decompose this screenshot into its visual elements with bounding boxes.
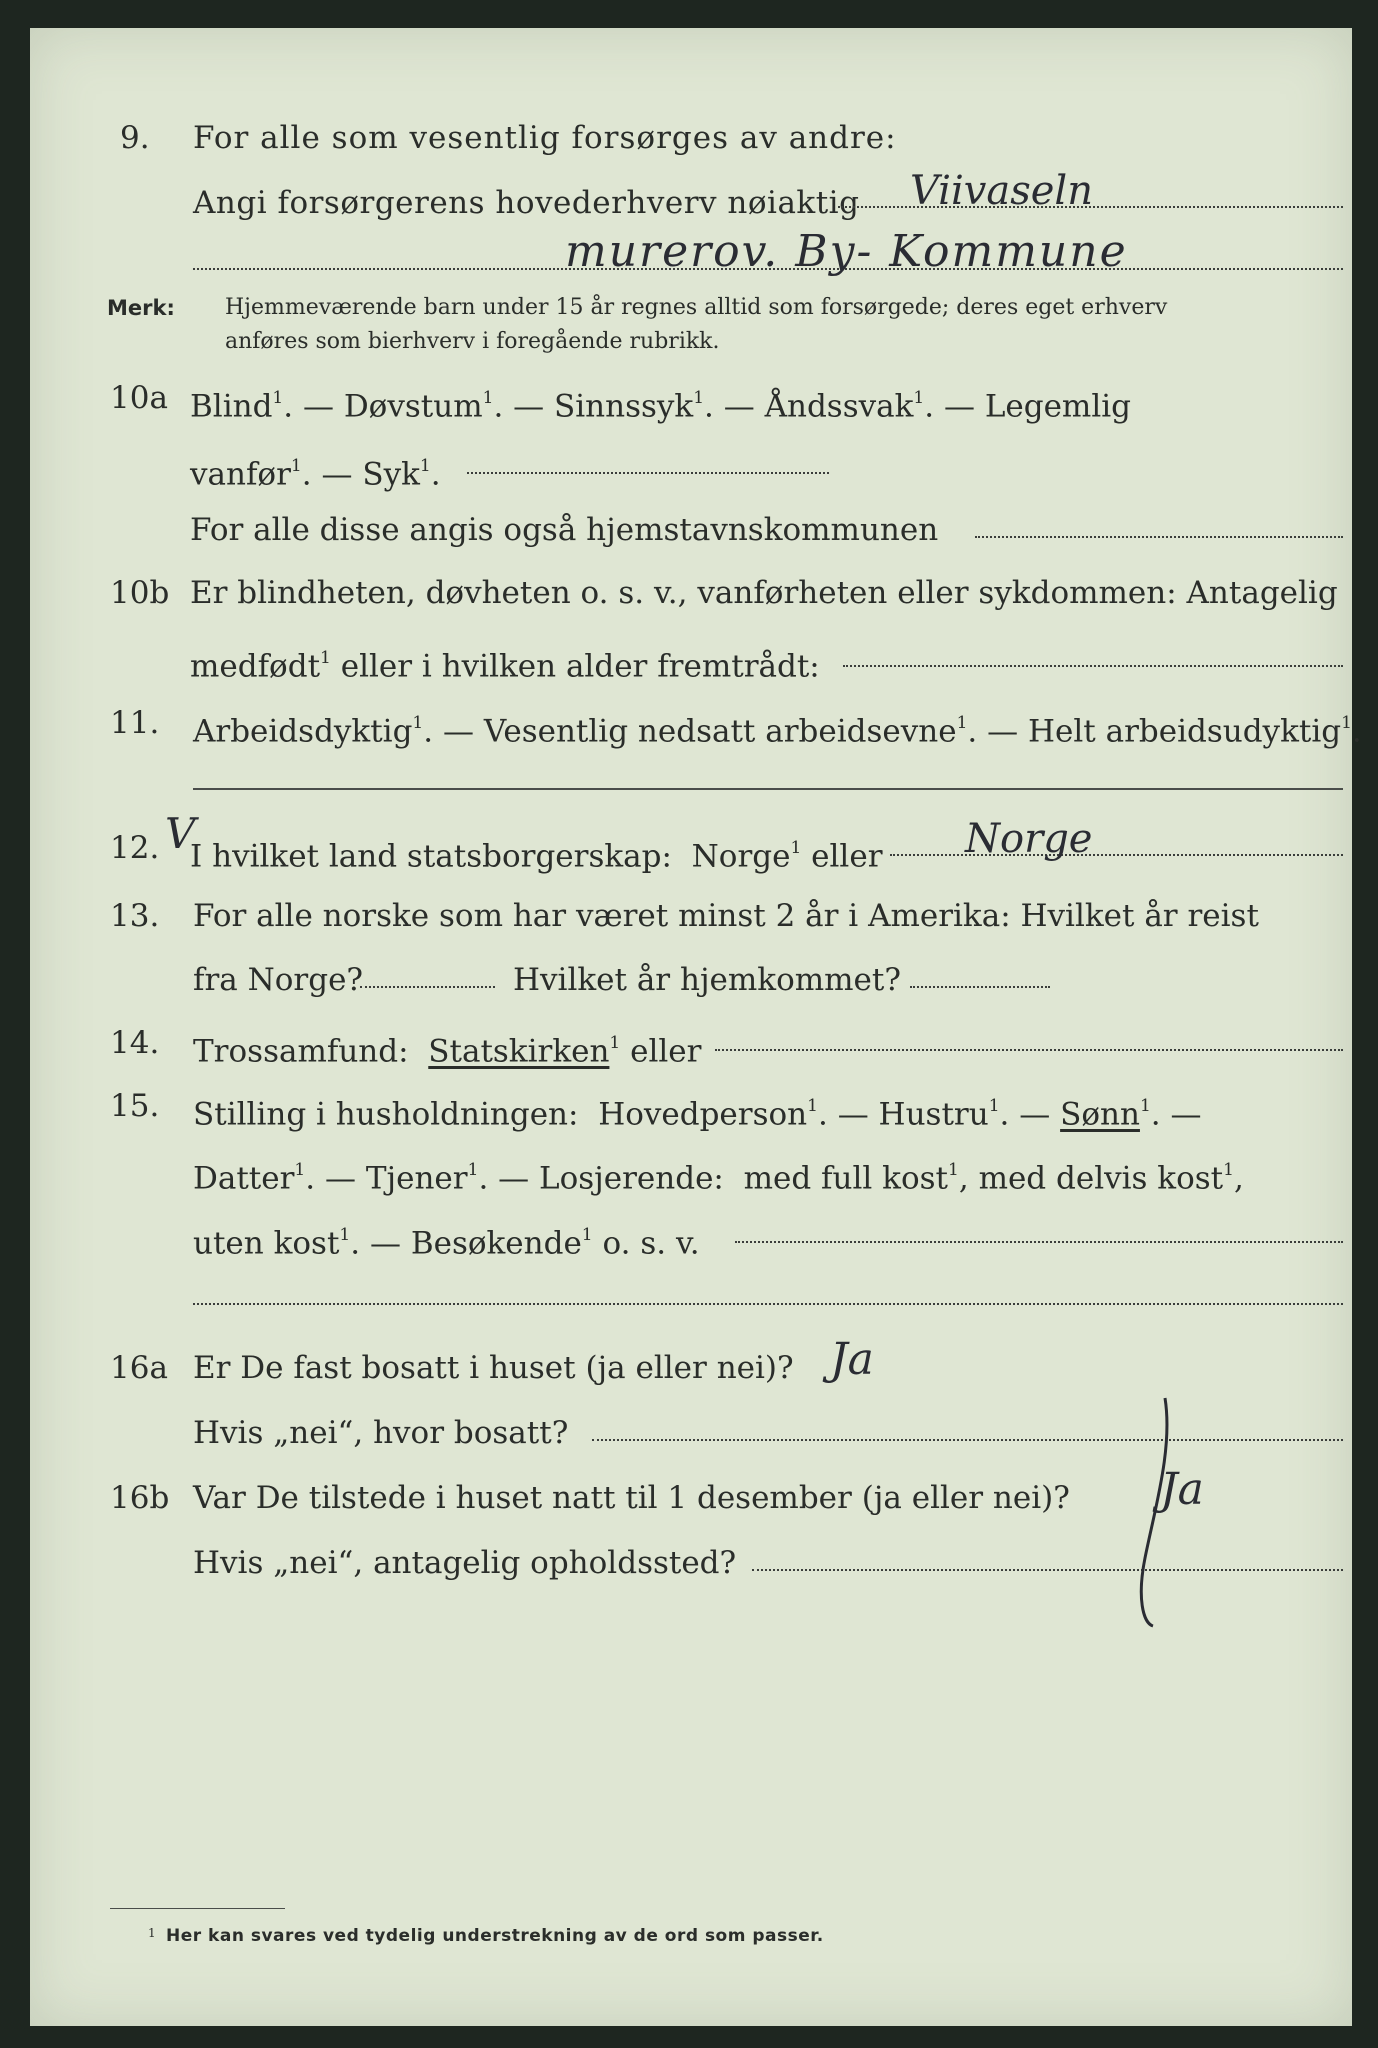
q16b-text1: Var De tilstede i huset natt til 1 desember (ja eller nei)? — [193, 1480, 1070, 1516]
option-blind: Blind — [190, 388, 273, 425]
q10a-options1: Blind$^1$. — Døvstum$^1$. — Sinnssyk$^1$. — Åndssvak$^1$. — Legemlig — [190, 388, 1132, 425]
option-uten-kost: uten kost — [193, 1225, 340, 1262]
q15-number: 15. — [110, 1088, 160, 1124]
merk-label: Merk: — [107, 296, 175, 320]
q13-answer-line1 — [360, 986, 495, 988]
merk-text1: Hjemmeværende barn under 15 år regnes alltid som forsørgede; deres eget erhverv — [225, 295, 1168, 320]
q9-handwritten-1: Viivaseln — [910, 168, 1093, 214]
footnote-text: Her kan svares ved tydelig understrekning av de ord som passer. — [166, 1926, 824, 1946]
option-syk: Syk — [362, 456, 420, 493]
q15-text2: Datter$^1$. — Tjener$^1$. — Losjerende: med full kost$^1$, med delvis kost$^1$, — [193, 1160, 1244, 1197]
option-sinnssyk: Sinnssyk — [554, 388, 694, 425]
q16a-handwritten: Ja — [830, 1334, 874, 1385]
handwritten-bracket-stroke — [1125, 1388, 1185, 1638]
merk-text2: anføres som bierhverv i foregående rubrikk. — [225, 329, 720, 354]
q9-text1: For alle som vesentlig forsørges av andre: — [193, 120, 897, 156]
q13-fra-norge: fra Norge? — [193, 962, 364, 998]
q14-number: 14. — [110, 1025, 160, 1061]
q12-handwritten: Norge — [965, 816, 1093, 862]
q16a-number: 16a — [110, 1350, 168, 1386]
q13-text1: For alle norske som har været minst 2 år i Amerika: Hvilket år reist — [193, 898, 1259, 934]
q9-text2: Angi forsørgerens hovederhverv nøiaktig — [193, 185, 860, 221]
q12-text: I hvilket land statsborgerskap: Norge$^1$ eller — [190, 838, 883, 875]
option-udyktig: Helt arbeidsudyktig — [1027, 713, 1342, 750]
q13-answer-line2 — [910, 986, 1050, 988]
q10b-text2: medfødt$^1$ eller i hvilken alder fremtrådt: — [190, 648, 820, 685]
footnote-rule — [110, 1908, 285, 1909]
q15-answer-line2 — [193, 1303, 1343, 1305]
option-besokende: Besøkende — [410, 1225, 582, 1262]
option-vanfor: vanfør — [190, 456, 291, 493]
option-legemlig: Legemlig — [984, 388, 1132, 425]
q13-hjemkommet: Hvilket år hjemkommet? — [513, 962, 901, 998]
option-full-kost: med full kost — [743, 1160, 948, 1197]
option-tjener: Tjener — [365, 1160, 468, 1197]
q14-text: Trossamfund: Statskirken$^1$ eller — [193, 1033, 702, 1070]
q12-answer-line — [890, 854, 1343, 856]
q9-handwritten-2: murerov. By- Kommune — [565, 226, 1128, 277]
q15-answer-line1 — [735, 1241, 1343, 1243]
q15-text1: Stilling i husholdningen: Hovedperson$^1$. — Hustru$^1$. — Sønn$^1$. — — [193, 1096, 1202, 1133]
q10a-text3: For alle disse angis også hjemstavnskommunen — [190, 512, 939, 548]
q10b-text1: Er blindheten, døvheten o. s. v., vanførheten eller sykdommen: Antagelig — [190, 575, 1338, 611]
q10a-answer-line2 — [975, 536, 1343, 538]
option-datter: Datter — [193, 1160, 295, 1197]
option-hovedperson: Hovedperson — [598, 1096, 808, 1133]
footnote-marker: 1 — [148, 1926, 156, 1940]
option-sonn: Sønn — [1060, 1096, 1140, 1133]
q13-number: 13. — [110, 898, 160, 934]
option-andssvak: Åndssvak — [764, 388, 914, 425]
option-hustru: Hustru — [878, 1096, 989, 1133]
q16a-answer-line — [592, 1439, 1343, 1441]
option-statskirken: Statskirken — [428, 1033, 610, 1070]
q16b-handwritten: Ja — [1160, 1464, 1204, 1515]
option-nedsatt: Vesentlig nedsatt arbeidsevne — [483, 713, 957, 750]
option-delvis-kost: med delvis kost — [978, 1160, 1224, 1197]
option-dovstum: Døvstum — [343, 388, 483, 425]
q10b-number: 10b — [110, 575, 170, 611]
q11-number: 11. — [110, 705, 160, 741]
q11-options: Arbeidsdyktig$^1$. — Vesentlig nedsatt arbeidsevne$^1$. — Helt arbeidsudyktig$^1$. — [193, 713, 1362, 750]
q10a-number: 10a — [110, 380, 168, 416]
q16b-answer-line — [752, 1569, 1343, 1571]
q10a-options2: vanfør$^1$. — Syk$^1$. — [190, 456, 441, 493]
census-form-page — [30, 28, 1362, 2026]
q12-check-mark: V — [165, 809, 196, 858]
q12-number: 12. — [110, 830, 160, 866]
q16b-text2: Hvis „nei“, antagelig opholdssted? — [193, 1545, 737, 1581]
q15-text3: uten kost$^1$. — Besøkende$^1$ o. s. v. — [193, 1225, 700, 1262]
q9-number: 9. — [120, 120, 150, 156]
q10b-answer-line — [843, 665, 1343, 667]
q11-answer-line — [193, 788, 1343, 790]
q14-answer-line — [715, 1049, 1343, 1051]
q16b-number: 16b — [110, 1480, 170, 1516]
q10a-answer-line1 — [467, 472, 829, 474]
q16a-text2: Hvis „nei“, hvor bosatt? — [193, 1415, 569, 1451]
option-arbeidsdyktig: Arbeidsdyktig — [193, 713, 413, 750]
q16a-text1: Er De fast bosatt i huset (ja eller nei)? — [193, 1350, 794, 1386]
